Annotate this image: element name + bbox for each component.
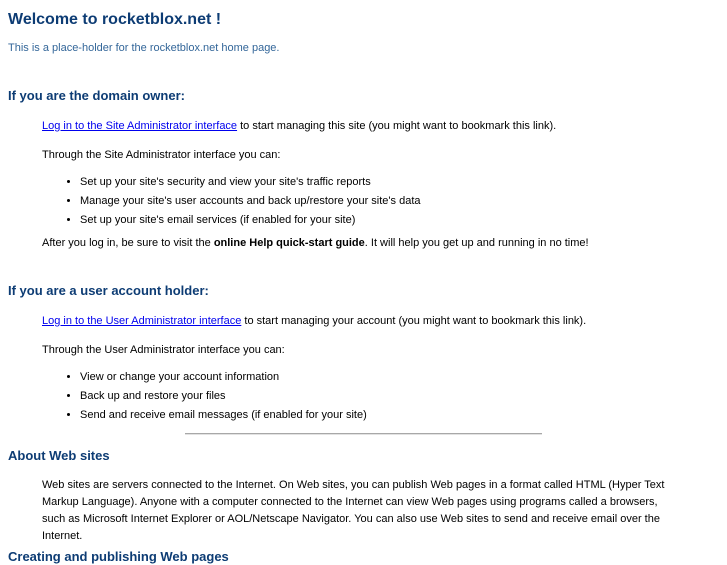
section-heading-user-account: If you are a user account holder: — [8, 283, 209, 298]
domain-owner-content — [42, 119, 683, 250]
user-admin-intro: Through the User Administrator interface you can: — [42, 344, 285, 356]
site-admin-login-line — [42, 119, 683, 133]
after-login-guide-emphasis: online Help quick-start guide — [213, 237, 365, 249]
after-login-prefix: After you log in, be sure to visit the — [42, 237, 214, 249]
about-web-sites-paragraph: Web sites are servers connected to the Internet. On Web sites, you can publish Web pages in a format called HTML (Hyper Text Markup Language). Anyone with a computer connected to the Internet can view Web pages using programs called a browsers, such as Microsoft Internet Explorer or AOL/Netscape Navigator. You can also use Web sites to send and receive email over the Internet. — [42, 479, 665, 542]
list-item: • Set up your site's email services (if enabled for your site) — [80, 214, 683, 227]
after-login-suffix: . It will help you get up and running in no time! — [364, 237, 589, 249]
user-admin-capabilities-list — [42, 371, 683, 422]
page-title: Welcome to rocketblox.net ! — [8, 11, 222, 28]
section-heading-domain-owner: If you are the domain owner: — [8, 88, 185, 103]
user-admin-login-suffix: to start managing your account (you might want to bookmark this link). — [241, 315, 587, 327]
list-item: • Back up and restore your files — [80, 390, 683, 403]
list-item: • Set up your site's security and view your site's traffic reports — [80, 176, 683, 189]
list-item: • View or change your account information — [80, 371, 683, 384]
user-admin-login-line — [42, 314, 683, 328]
user-account-content — [42, 314, 683, 422]
site-admin-login-link[interactable]: Log in to the Site Administrator interface — [42, 120, 238, 132]
section-heading-creating-pages: Creating and publishing Web pages — [8, 549, 229, 564]
about-web-sites-content — [42, 477, 683, 545]
list-item: • Manage your site's user accounts and back up/restore your site's data — [80, 195, 683, 208]
page-subtitle: This is a place-holder for the rocketblox.net home page. — [8, 42, 280, 54]
user-admin-login-link[interactable]: Log in to the User Administrator interface — [42, 315, 242, 327]
list-item: • Send and receive email messages (if enabled for your site) — [80, 409, 683, 422]
section-heading-about-web-sites: About Web sites — [8, 448, 110, 463]
section-divider — [185, 433, 542, 435]
site-admin-intro: Through the Site Administrator interface you can: — [42, 149, 281, 161]
site-admin-login-suffix: to start managing this site (you might want to bookmark this link). — [237, 120, 557, 132]
site-admin-capabilities-list — [42, 176, 683, 227]
after-login-note — [42, 236, 683, 250]
